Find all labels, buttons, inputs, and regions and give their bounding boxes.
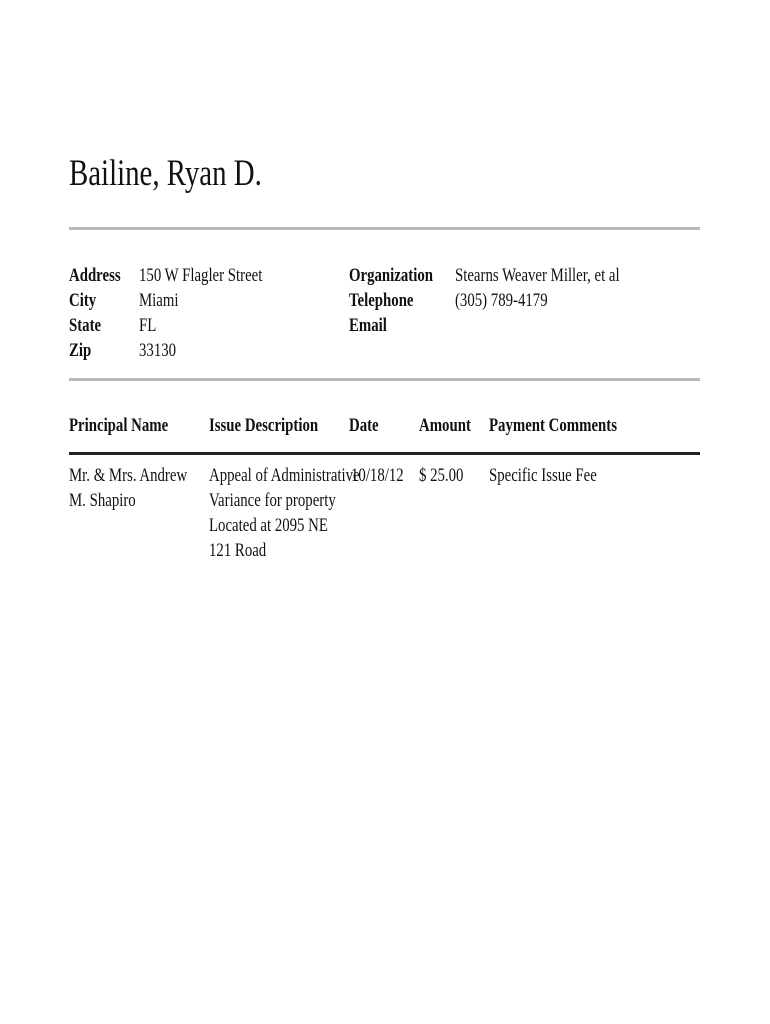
address-label: Address <box>69 265 121 286</box>
state-value: FL <box>139 315 157 336</box>
row-date: 10/18/12 <box>351 465 404 486</box>
city-label: City <box>69 290 97 311</box>
row-issue-description-line-3: Located at 2095 NE <box>209 515 328 536</box>
title-divider <box>69 227 700 230</box>
row-principal-name-line-2: M. Shapiro <box>69 490 136 511</box>
header-payment-comments: Payment Comments <box>489 415 618 436</box>
header-issue-description: Issue Description <box>209 415 319 436</box>
organization-label: Organization <box>349 265 433 286</box>
zip-label: Zip <box>69 340 92 361</box>
city-value: Miami <box>139 290 179 311</box>
row-amount: $ 25.00 <box>419 465 464 486</box>
telephone-value: (305) 789-4179 <box>455 290 548 311</box>
header-divider <box>69 452 700 455</box>
header-date: Date <box>349 415 379 436</box>
organization-value: Stearns Weaver Miller, et al <box>455 265 620 286</box>
email-label: Email <box>349 315 387 336</box>
page-title: Bailine, Ryan D. <box>69 153 262 194</box>
header-principal-name: Principal Name <box>69 415 169 436</box>
zip-value: 33130 <box>139 340 177 361</box>
address-value: 150 W Flagler Street <box>139 265 263 286</box>
row-issue-description-line-4: 121 Road <box>209 540 267 561</box>
row-issue-description-line-1: Appeal of Administrative <box>209 465 360 486</box>
row-principal-name-line-1: Mr. & Mrs. Andrew <box>69 465 188 486</box>
telephone-label: Telephone <box>349 290 414 311</box>
row-issue-description-line-2: Variance for property <box>209 490 336 511</box>
state-label: State <box>69 315 102 336</box>
header-amount: Amount <box>419 415 471 436</box>
contact-divider <box>69 378 700 381</box>
row-payment-comments: Specific Issue Fee <box>489 465 597 486</box>
